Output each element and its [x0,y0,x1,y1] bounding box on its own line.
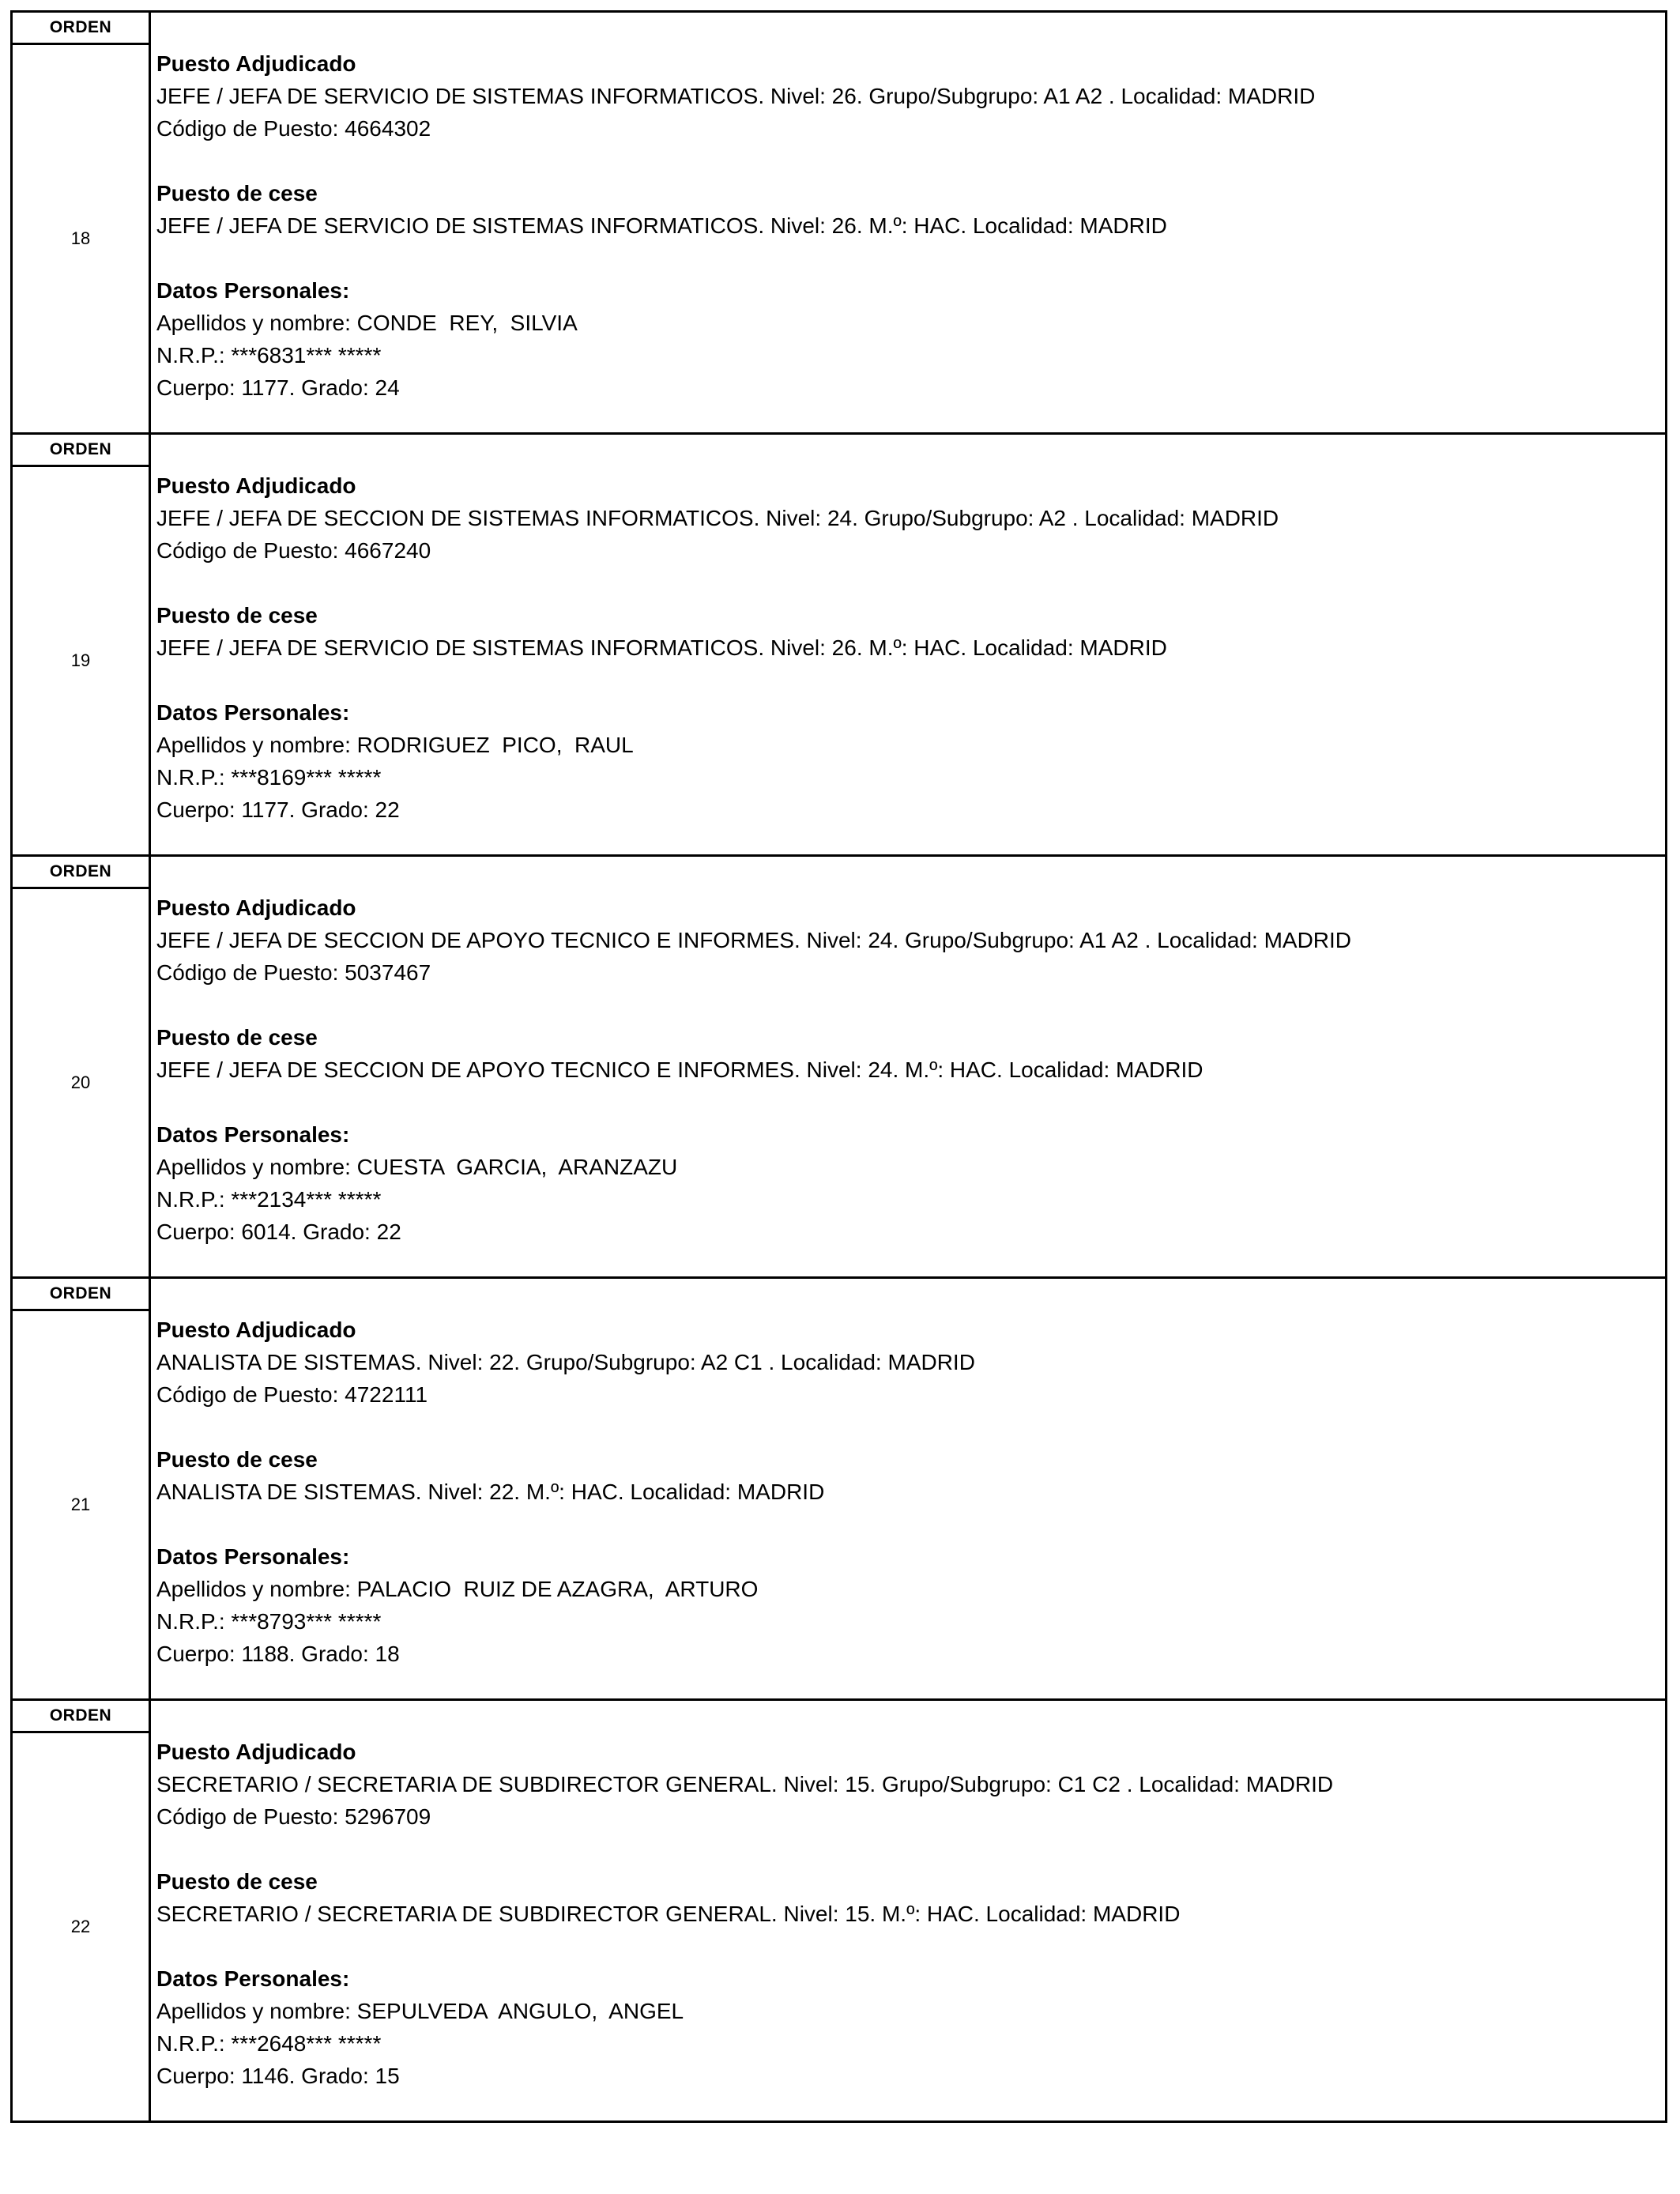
apellidos-nombre: Apellidos y nombre: RODRIGUEZ PICO, RAUL [156,733,634,757]
orden-number: 19 [70,650,91,670]
adjudicado-heading: Puesto Adjudicado [156,473,356,498]
adjudicado-description: SECRETARIO / SECRETARIA DE SUBDIRECTOR GENERAL. Nivel: 15. Grupo/Subgrupo: C1 C2 . Localidad: MADRID [156,1772,1334,1796]
adjudicado-description: JEFE / JEFA DE SERVICIO DE SISTEMAS INFORMATICOS. Nivel: 26. Grupo/Subgrupo: A1 A2 . Localidad: MADRID [156,84,1316,108]
codigo-puesto: Código de Puesto: 5296709 [156,1804,431,1829]
assignments-table [10,10,1667,2123]
adjudicado-description: JEFE / JEFA DE SECCION DE APOYO TECNICO E INFORMES. Nivel: 24. Grupo/Subgrupo: A1 A2 . Localidad: MADRID [156,928,1352,952]
apellidos-nombre: Apellidos y nombre: SEPULVEDA ANGULO, ANGEL [156,1999,684,2023]
cese-description: JEFE / JEFA DE SERVICIO DE SISTEMAS INFORMATICOS. Nivel: 26. M.º: HAC. Localidad: MADRID [156,635,1167,660]
cese-heading: Puesto de cese [156,181,318,205]
entry-details [151,1701,1665,2120]
orden-number: 22 [70,1917,91,1936]
adjudicado-heading: Puesto Adjudicado [156,895,356,920]
cese-heading: Puesto de cese [156,1447,318,1472]
adjudicado-description: ANALISTA DE SISTEMAS. Nivel: 22. Grupo/Subgrupo: A2 C1 . Localidad: MADRID [156,1350,975,1374]
nrp: N.R.P.: ***8793*** ***** [156,1609,382,1634]
adjudicado-heading: Puesto Adjudicado [156,1740,356,1764]
nrp: N.R.P.: ***6831*** ***** [156,343,382,368]
orden-header: ORDEN [13,13,149,45]
entry-row [13,857,1665,1279]
entry-row [13,1701,1665,2120]
personales-heading: Datos Personales: [156,278,350,303]
orden-header: ORDEN [13,1701,149,1733]
nrp: N.R.P.: ***8169*** ***** [156,765,382,790]
entry-details [151,1279,1665,1698]
orden-header: ORDEN [13,1279,149,1311]
cese-description: JEFE / JEFA DE SERVICIO DE SISTEMAS INFORMATICOS. Nivel: 26. M.º: HAC. Localidad: MADRID [156,213,1167,238]
entry-details [151,13,1665,432]
adjudicado-heading: Puesto Adjudicado [156,1318,356,1342]
cuerpo-grado: Cuerpo: 1188. Grado: 18 [156,1642,400,1666]
orden-number: 21 [70,1495,91,1514]
cese-heading: Puesto de cese [156,1025,318,1050]
orden-column [13,1701,151,2120]
entry-row [13,435,1665,857]
entry-row [13,1279,1665,1701]
cese-description: ANALISTA DE SISTEMAS. Nivel: 22. M.º: HAC. Localidad: MADRID [156,1480,825,1504]
orden-header: ORDEN [13,857,149,889]
entry-details [151,857,1665,1276]
orden-number: 20 [70,1072,91,1092]
personales-heading: Datos Personales: [156,1544,350,1569]
cese-heading: Puesto de cese [156,1869,318,1894]
orden-column [13,1279,151,1698]
cuerpo-grado: Cuerpo: 1146. Grado: 15 [156,2064,400,2088]
codigo-puesto: Código de Puesto: 4664302 [156,116,431,141]
cese-description: JEFE / JEFA DE SECCION DE APOYO TECNICO E INFORMES. Nivel: 24. M.º: HAC. Localidad: MADRID [156,1057,1203,1082]
entry-details [151,435,1665,854]
cuerpo-grado: Cuerpo: 1177. Grado: 22 [156,797,400,822]
personales-heading: Datos Personales: [156,1966,350,1991]
orden-column [13,857,151,1276]
cese-description: SECRETARIO / SECRETARIA DE SUBDIRECTOR GENERAL. Nivel: 15. M.º: HAC. Localidad: MADRID [156,1902,1181,1926]
entry-row [13,13,1665,435]
apellidos-nombre: Apellidos y nombre: CUESTA GARCIA, ARANZAZU [156,1155,678,1179]
apellidos-nombre: Apellidos y nombre: PALACIO RUIZ DE AZAGRA, ARTURO [156,1577,759,1601]
orden-column [13,435,151,854]
orden-header: ORDEN [13,435,149,467]
orden-number: 18 [70,228,91,248]
personales-heading: Datos Personales: [156,1122,350,1147]
codigo-puesto: Código de Puesto: 5037467 [156,960,431,985]
cuerpo-grado: Cuerpo: 6014. Grado: 22 [156,1220,401,1244]
nrp: N.R.P.: ***2648*** ***** [156,2031,382,2056]
orden-column [13,13,151,432]
cese-heading: Puesto de cese [156,603,318,628]
apellidos-nombre: Apellidos y nombre: CONDE REY, SILVIA [156,311,578,335]
codigo-puesto: Código de Puesto: 4667240 [156,538,431,563]
personales-heading: Datos Personales: [156,700,350,725]
adjudicado-description: JEFE / JEFA DE SECCION DE SISTEMAS INFORMATICOS. Nivel: 24. Grupo/Subgrupo: A2 . Localidad: MADRID [156,506,1279,530]
codigo-puesto: Código de Puesto: 4722111 [156,1382,428,1407]
nrp: N.R.P.: ***2134*** ***** [156,1187,382,1212]
adjudicado-heading: Puesto Adjudicado [156,51,356,76]
cuerpo-grado: Cuerpo: 1177. Grado: 24 [156,375,400,400]
